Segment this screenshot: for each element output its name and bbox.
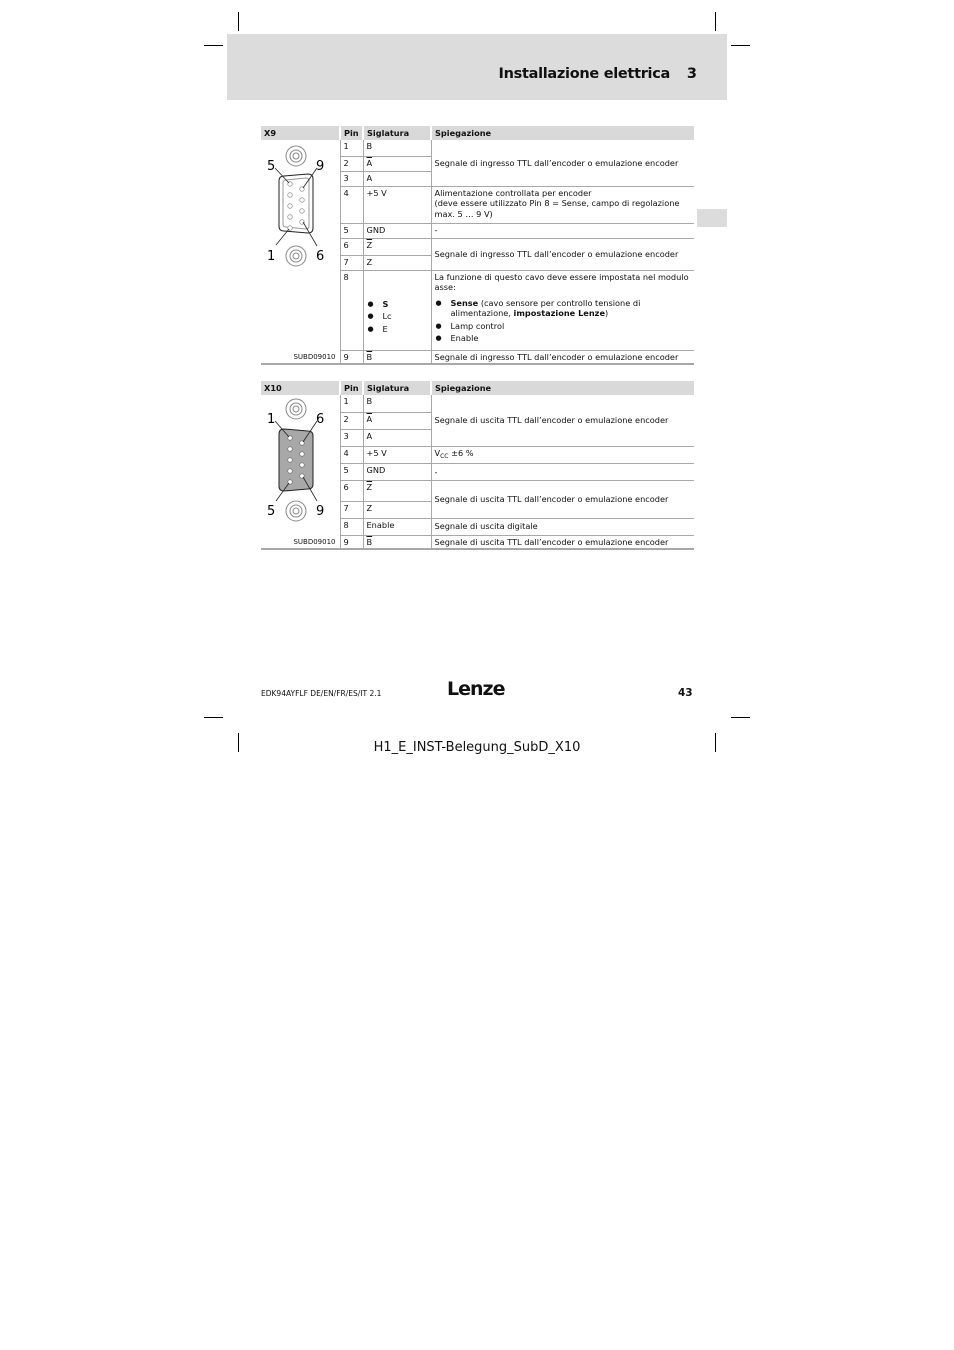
x10-code: SUBD09010: [261, 535, 340, 549]
crop-mark: [204, 717, 223, 718]
x9-sig-3: A: [363, 171, 431, 186]
x9-sig-1: B: [363, 140, 431, 156]
x9-sig-7: Z: [363, 255, 431, 270]
x10-label-bl: 5: [267, 504, 276, 519]
x9-exp-power-line1: Alimentazione controllata per encoder: [434, 187, 592, 198]
x9-exp-pin8-intro: La funzione di questo cavo deve essere impostata nel modulo asse:: [434, 271, 689, 292]
x10-pin-9: 9: [340, 535, 363, 549]
x9-label-tl: 5: [267, 159, 276, 174]
x9-exp-pin8-enable: ● Enable: [435, 333, 692, 344]
x10-pin-1: 1: [340, 395, 363, 412]
x10-exp-vcc-rest: ±6 %: [448, 447, 474, 458]
page-title: Installazione elettrica: [498, 66, 670, 82]
x10-exp-vcc-sub: CC: [440, 452, 449, 460]
x9-header-sig: Siglatura: [363, 126, 431, 140]
x10-sig-9: $\overline{B}$: [363, 535, 431, 549]
x10-connector-diagram: [261, 395, 340, 535]
x10-header-exp: Spiegazione: [431, 381, 694, 395]
x10-exp-ttl-z: Segnale di uscita TTL dall’encoder o emulazione encoder: [431, 481, 694, 519]
x10-pin-4: 4: [340, 446, 363, 464]
x9-connector-cell: [261, 140, 340, 350]
x9-sig-6: $\overline{Z}$: [363, 238, 431, 255]
x9-header-pin: Pin: [340, 126, 363, 140]
chapter-number: 3: [686, 66, 697, 82]
x9-sig-4: +5 V: [363, 186, 431, 223]
x9-label-tr: 9: [316, 159, 325, 174]
x9-exp-ttl-z: Segnale di ingresso TTL dall’encoder o emulazione encoder: [431, 238, 694, 270]
crop-mark: [731, 717, 750, 718]
x9-header-connector: X9: [261, 126, 340, 140]
page-number: 43: [678, 687, 693, 699]
lenze-logo: Lenze: [447, 678, 505, 700]
x10-sig-3: A: [363, 429, 431, 446]
x10-pin-7: 7: [340, 501, 363, 518]
x10-sig-1: B: [363, 395, 431, 412]
x10-header-pin: Pin: [340, 381, 363, 395]
x10-exp-gnd: -: [431, 464, 694, 481]
x9-sig-8-list: [367, 299, 428, 335]
x9-pin-2: 2: [340, 156, 363, 171]
x9-exp-power-line2: (deve essere utilizzato Pin 8 = Sense, campo di regolazione: [434, 198, 680, 208]
x10-sig-6: $\overline{Z}$: [363, 481, 431, 502]
x9-pin-1: 1: [340, 140, 363, 156]
x9-pin-8: 8: [340, 270, 363, 350]
x9-connector-diagram: [261, 140, 340, 350]
x10-exp-vcc: [431, 446, 694, 464]
x9-sig-5: GND: [363, 223, 431, 238]
x9-pin-7: 7: [340, 255, 363, 270]
x10-exp-ttl: Segnale di uscita TTL dall’encoder o emulazione encoder: [431, 395, 694, 446]
x9-label-br: 6: [316, 249, 325, 264]
x9-exp-pin8-lamp: ● Lamp control: [435, 321, 692, 332]
x10-exp-digital: Segnale di uscita digitale: [431, 518, 694, 535]
x9-exp-pin8-list: [435, 298, 692, 344]
x10-sig-8: Enable: [363, 518, 431, 535]
x9-sig-9: $\overline{B}$: [363, 350, 431, 364]
x9-pin-5: 5: [340, 223, 363, 238]
x9-exp-pin8: [431, 270, 694, 350]
x9-pin-9: 9: [340, 350, 363, 364]
x10-label-tr: 6: [316, 412, 325, 427]
x9-sig-8-lc: ● Lc: [367, 311, 428, 322]
x10-connector-cell: [261, 395, 340, 535]
x9-pin-table: [261, 126, 694, 365]
x9-exp-power-line3: max. 5 … 9 V): [434, 208, 493, 219]
x9-pin-4: 4: [340, 186, 363, 223]
x10-pin-6: 6: [340, 481, 363, 502]
image-caption: H1_E_INST-Belegung_SubD_X10: [373, 740, 581, 755]
chapter-tab: [697, 209, 727, 227]
x10-label-tl: 1: [267, 412, 276, 427]
x9-label-bl: 1: [267, 249, 276, 264]
x9-sig-8-s: ● S: [367, 299, 428, 310]
crop-mark: [715, 12, 716, 31]
x10-label-br: 9: [316, 504, 325, 519]
x10-exp-pin9: Segnale di uscita TTL dall’encoder o emulazione encoder: [431, 535, 694, 549]
x10-sig-5: GND: [363, 464, 431, 481]
page-header: [227, 34, 727, 100]
x10-header-sig: Siglatura: [363, 381, 431, 395]
x10-sig-7: Z: [363, 501, 431, 518]
x9-exp-power: [431, 186, 694, 223]
x9-sig-2: $\overline{A}$: [363, 156, 431, 171]
x10-sig-4: +5 V: [363, 446, 431, 464]
x10-pin-2: 2: [340, 412, 363, 429]
x9-exp-gnd: -: [431, 223, 694, 238]
x10-pin-8: 8: [340, 518, 363, 535]
x10-exp-vcc-v: V: [434, 447, 441, 458]
footer-doc-id: EDK94AYFLF DE/EN/FR/ES/IT 2.1: [261, 689, 382, 698]
crop-mark: [731, 45, 750, 46]
x9-sig-8: [363, 270, 431, 350]
x9-pin-6: 6: [340, 238, 363, 255]
x10-header-connector: X10: [261, 381, 340, 395]
x9-pin-3: 3: [340, 171, 363, 186]
x9-code: SUBD09010: [261, 350, 340, 364]
x9-exp-sense-text: (cavo sensore per controllo tensione di alimentazione,: [450, 297, 641, 318]
x9-header-exp: Spiegazione: [431, 126, 694, 140]
x9-exp-ttl: Segnale di ingresso TTL dall’encoder o emulazione encoder: [431, 140, 694, 186]
x10-sig-2: $\overline{A}$: [363, 412, 431, 429]
crop-mark: [238, 12, 239, 31]
x9-sig-8-e: ● E: [367, 324, 428, 335]
x9-exp-sense-bold: Sense: [450, 297, 479, 308]
x9-exp-sense-end: ): [605, 308, 609, 318]
x9-exp-sense-bold2: impostazione Lenze: [513, 308, 605, 318]
x10-pin-3: 3: [340, 429, 363, 446]
x9-exp-pin8-sense: [435, 298, 692, 319]
x10-pin-table: [261, 381, 694, 550]
x10-pin-5: 5: [340, 464, 363, 481]
crop-mark: [204, 45, 223, 46]
x9-exp-pin9: Segnale di ingresso TTL dall’encoder o emulazione encoder: [431, 350, 694, 364]
